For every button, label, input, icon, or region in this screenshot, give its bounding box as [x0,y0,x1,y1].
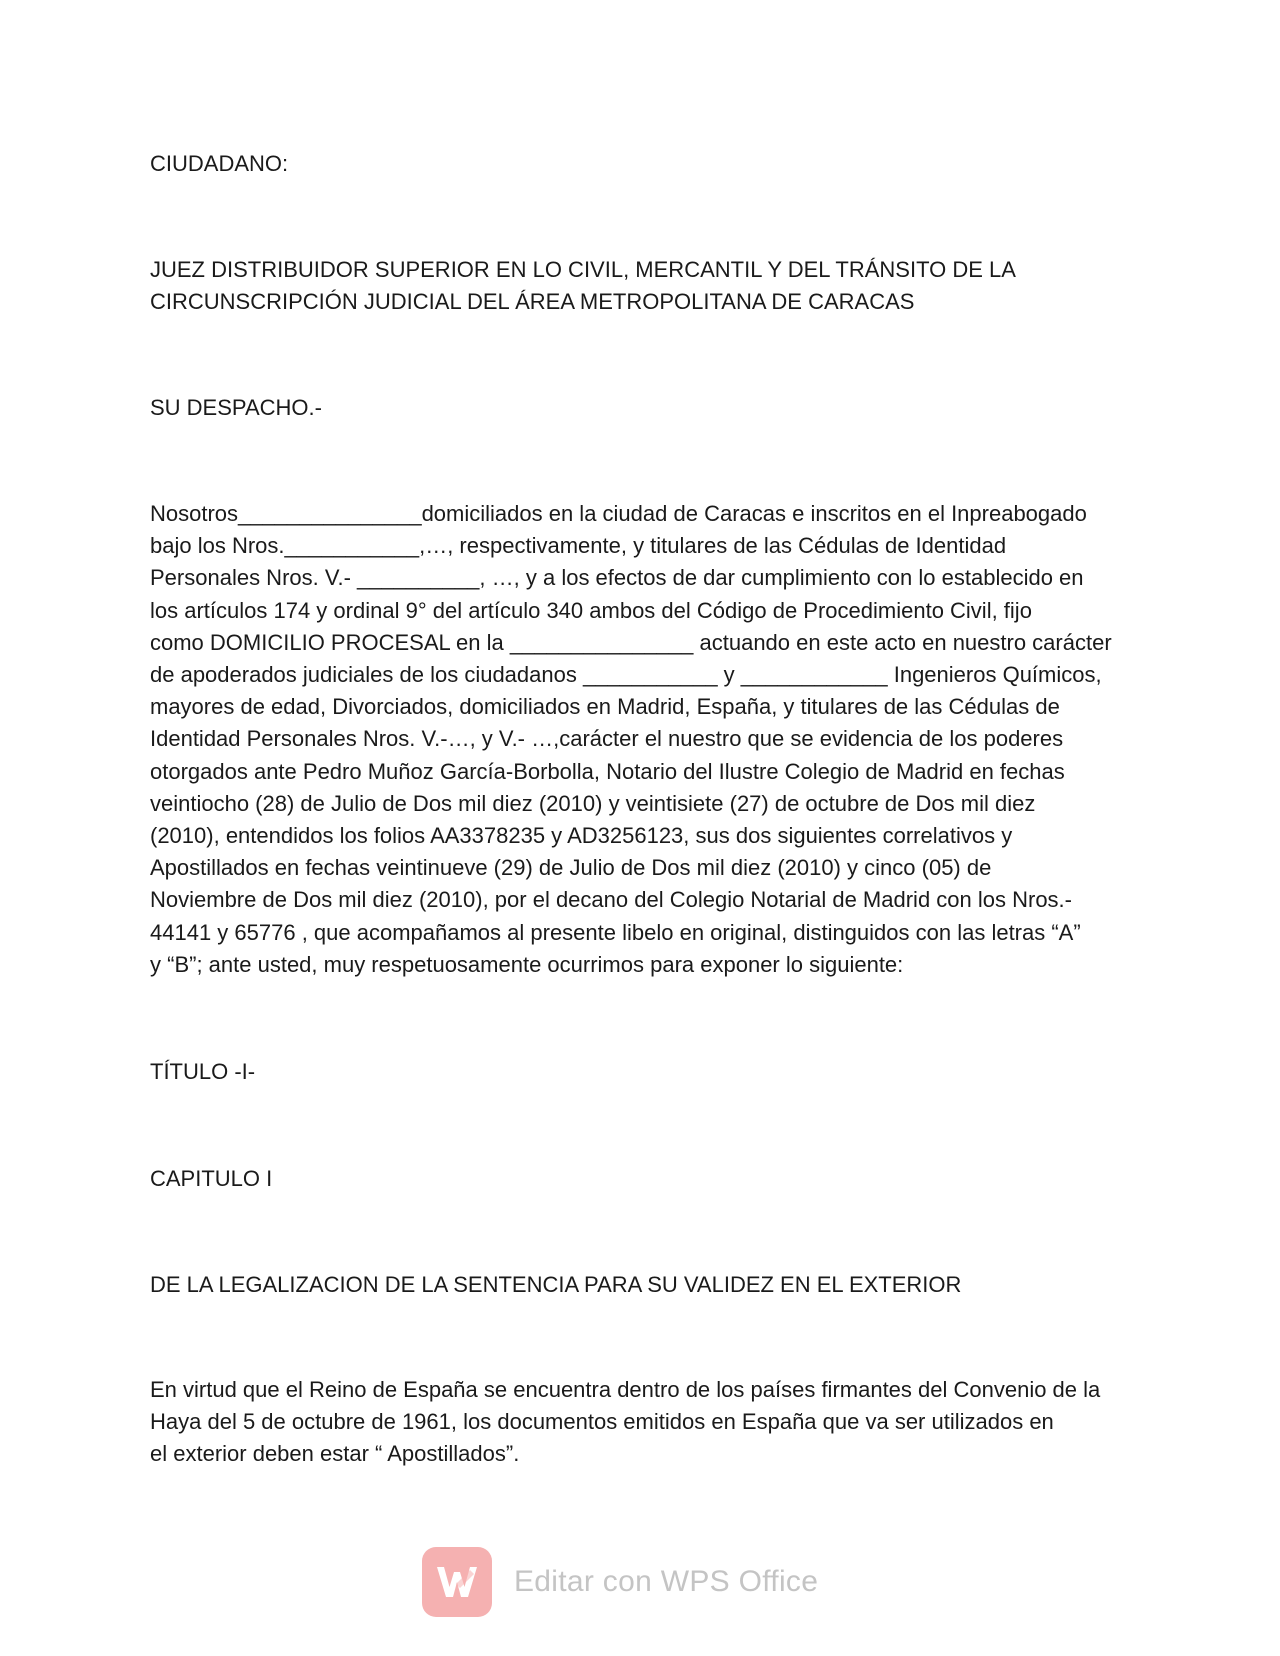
addressee: JUEZ DISTRIBUIDOR SUPERIOR EN LO CIVIL, MERCANTIL Y DEL TRÁNSITO DE LA CIRCUNSCRIPCIÓN JUDICIAL DEL ÁREA METROPOLITANA DE CARACAS [150,257,1016,314]
wps-edit-watermark[interactable] [422,1546,818,1618]
titulo-heading: TÍTULO -I- [150,1059,256,1084]
section-heading: DE LA LEGALIZACION DE LA SENTENCIA PARA SU VALIDEZ EN EL EXTERIOR [150,1272,962,1297]
salutation: CIUDADANO: [150,151,289,176]
body-paragraph: Nosotros_______________domiciliados en la ciudad de Caracas e inscritos en el Inpreabogado bajo los Nros.___________,…, respectivamente, y titulares de las Cédulas de Identidad Personales Nros. V.- __________, …, y a los efectos de dar cumplimiento con lo establecido en los artículos 174 y ordinal 9° del artículo 340 ambos del Código de Procedimiento Civil, fijo como DOMICILIO PROCESAL en la _______________ actuando en este acto en nuestro carácter de apoderados judiciales de los ciudadanos ___________ y ____________ Ingenieros Químicos, mayores de edad, Divorciados, domiciliados en Madrid, España, y titulares de las Cédulas de Identidad Personales Nros. V.-…, y V.- …,carácter el nuestro que se evidencia de los poderes otorgados ante Pedro Muñoz García-Borbolla, Notario del Ilustre Colegio de Madrid en fechas veintiocho (28) de Julio de Dos mil diez (2010) y veintisiete (27) de octubre de Dos mil diez (2010), entendidos los folios AA3378235 y AD3256123, sus dos siguientes correlativos y Apostillados en fechas veintinueve (29) de Julio de Dos mil diez (2010) y cinco (05) de Noviembre de Dos mil diez (2010), por el decano del Colegio Notarial de Madrid con los Nros.- 44141 y 65776 , que acompañamos al presente libelo en original, distinguidos con las letras “A” y “B”; ante usted, muy respetuosamente ocurrimos para exponer lo siguiente: [150,501,1112,977]
wps-office-logo-icon [422,1547,492,1617]
capitulo-heading: CAPITULO I [150,1166,273,1191]
wps-edit-label[interactable]: Editar con WPS Office [514,1565,819,1598]
closing-paragraph: En virtud que el Reino de España se encuentra dentro de los países firmantes del Convenio de la Haya del 5 de octubre de 1961, los documentos emitidos en España que va ser utilizados en el exterior deben estar “ Apostillados”. [150,1377,1101,1466]
su-despacho: SU DESPACHO.- [150,395,322,420]
